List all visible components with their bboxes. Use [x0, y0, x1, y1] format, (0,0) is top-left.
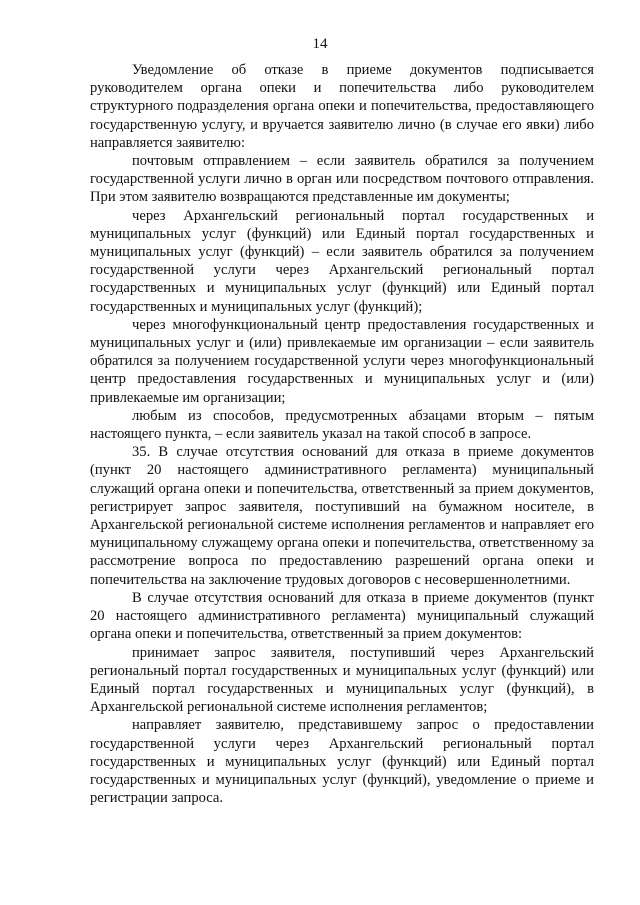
page-number: 14	[312, 36, 328, 52]
paragraph-accepts-request: принимает запрос заявителя, поступивший через Архангельский региональный портал государственных и муниципальных услуг (функций) или Единый портал государственных и муниципальных услуг (функций), в Архангельской региональной системе исполнения регламентов;	[90, 644, 594, 716]
document-body	[90, 61, 594, 807]
paragraph-item-35: 35. В случае отсутствия оснований для отказа в приеме документов (пункт 20 настоящего административного регламента) муниципальный служащий органа опеки и попечительства, ответственный за прием документов, регистрирует запрос заявителя, поступивший на бумажном носителе, в Архангельской региональной системе исполнения регламентов и направляет его муниципальному служащему органа опеки и попечительства, ответственному за рассмотрение вопроса по предоставлению разрешений органа опеки и попечительства на заключение трудовых договоров с несовершеннолетними.	[90, 444, 594, 588]
paragraph-mfc-delivery: через многофункциональный центр предоставления государственных и муниципальных услуг и (или) привлекаемые им организации – если заявитель обратился за получением государственной услуги через многофункциональный центр предоставления государственных и муниципальных услуг и (или) привлекаемые им организации;	[90, 316, 594, 406]
paragraph-any-method: любым из способов, предусмотренных абзацами вторым – пятым настоящего пункта, – если заявитель указал на такой способ в запросе.	[90, 407, 594, 443]
paragraph-portal-delivery: через Архангельский региональный портал государственных и муниципальных услуг (функций) или Единый портал государственных и муниципальных услуг (функций) – если заявитель обратился за получением государственной услуги через Архангельский региональный портал государственных и муниципальных услуг (функций) или Единый портал государственных и муниципальных услуг (функций);	[90, 207, 594, 315]
paragraph-sends-notice: направляет заявителю, представившему запрос о предоставлении государственной услуги через Архангельский региональный портал государственных и муниципальных услуг (функций) или Единый портал государственных и муниципальных услуг (функций), уведомление о приеме и регистрации запроса.	[90, 717, 594, 807]
paragraph-no-grounds: В случае отсутствия оснований для отказа в приеме документов (пункт 20 настоящего административного регламента) муниципальный служащий органа опеки и попечительства, ответственный за прием документов:	[90, 589, 594, 643]
paragraph-postal-delivery: почтовым отправлением – если заявитель обратился за получением государственной услуги лично в орган или посредством почтового отправления. При этом заявителю возвращаются представленные им документы;	[90, 153, 594, 206]
paragraph-refusal-notice: Уведомление об отказе в приеме документов подписывается руководителем органа опеки и попечительства либо руководителем структурного подразделения органа опеки и попечительства, предоставляющего государственную услугу, и вручается заявителю лично (в случае его явки) либо направляется заявителю:	[90, 62, 594, 151]
